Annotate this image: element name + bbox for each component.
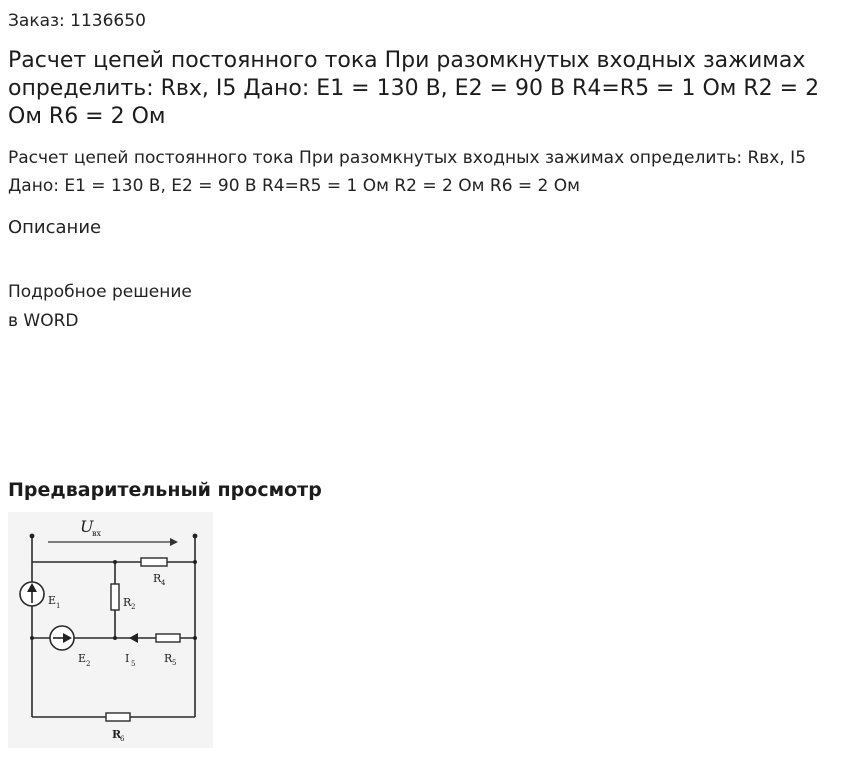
current-arrow [129, 633, 138, 643]
r2-sub: 2 [131, 603, 136, 611]
resistor-r6 [106, 713, 130, 721]
r4-sub: 4 [161, 579, 166, 587]
e1-label: E [48, 594, 57, 607]
voltage-arrow [48, 538, 178, 546]
circuit-diagram [8, 512, 213, 748]
description-text [8, 278, 192, 336]
i5-label: I [125, 652, 130, 665]
order-number: Заказ: 1136650 [8, 11, 146, 31]
r6-label: R [112, 728, 122, 741]
description-line: Подробное решение [8, 282, 192, 302]
source-e1 [20, 582, 44, 606]
r4-label: R [153, 572, 162, 585]
lead-text: Расчет цепей постоянного тока При разомкнутых входных зажимах определить: Rвх, I5 Дано: E1 = 130 B, E2 = 90 B R4=R5 = 1 Ом R2 = 2 Ом R6 = 2 Ом [8, 148, 807, 196]
i5-sub: 5 [131, 660, 136, 668]
preview-heading: Предварительный просмотр [8, 479, 322, 501]
r5-label: R [164, 652, 173, 665]
r5-sub: 5 [172, 659, 177, 667]
resistor-r5 [156, 634, 180, 642]
description-label: Описание [8, 217, 102, 238]
e1-sub: 1 [56, 602, 61, 610]
r6-sub: 6 [120, 735, 125, 743]
source-e2 [50, 626, 74, 650]
resistor-r4 [141, 558, 167, 566]
e2-label: E [78, 652, 87, 665]
preview-image[interactable] [8, 512, 213, 748]
page-title: Расчет цепей постоянного тока При разомкнутых входных зажимах определить: Rвх, I5 Дано: E1 = 130 B, E2 = 90 B R4=R5 = 1 Ом R2 = 2 Ом R6 = 2 Ом [8, 48, 820, 129]
r2-label: R [123, 596, 132, 609]
voltage-label: U [80, 517, 94, 536]
voltage-sub: вх [92, 529, 102, 538]
e2-sub: 2 [86, 660, 91, 668]
resistor-r2 [111, 584, 119, 610]
description-line: в WORD [8, 311, 79, 331]
